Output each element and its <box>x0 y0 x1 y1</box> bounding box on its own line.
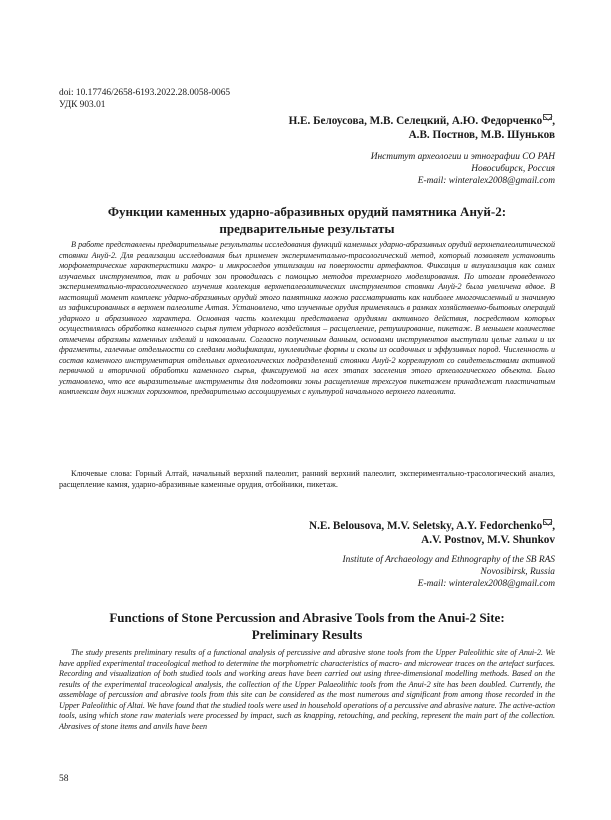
ru-institute: Институт археологии и этнографии СО РАН <box>370 152 555 162</box>
ru-title: Функции каменных ударно-абразивных орудий памятника Ануй-2: предварительные результаты <box>107 204 507 236</box>
en-abstract: The study presents preliminary results of a functional analysis of percussive and abrasive stone tools from the Upper Paleolithic site of Anui-2. We have applied experimental traceological method to determine the morphometric characteristics of macro- and microwear traces on the artefact surfaces. Recording and visualization of both studied tools and working areas have been carried out using three-dimensional modelling methods. Based on the results of the experimental traceological analysis, the collection of the Upper Palaeolithic tools from the Anui-2 site has been doubled. Currently, the assemblage of percussion and abrasive tools from this site can be considered as the most numerous and significant from among those recorded in the Upper Paleolithic of Altai. We have found that the studied tools were used in household operations of a percussive and abrasive nature. The active-action tools, using which stone raw materials were processed by impact, such as knapping, retouching, and pecking, represent the main part of the collection. Abrasives of stone items and anvils have been <box>59 648 555 731</box>
en-authors-line2: A.V. Postnov, M.V. Shunkov <box>421 533 555 546</box>
ru-authors <box>289 115 555 143</box>
en-affiliation <box>343 554 555 590</box>
ru-authors-line1: Н.Е. Белоусова, М.В. Селецкий, А.Ю. Федорченко , <box>288 115 555 127</box>
ru-affiliation <box>371 151 555 187</box>
ru-keywords: Ключевые слова: Горный Алтай, начальный верхний палеолит, ранний верхний палеолит, экспериментально-трасологический анализ, расщепление камня, ударно-абразивные каменные орудия, отбойники, пикетаж. <box>59 469 555 489</box>
ru-city: Новосибирск, Россия <box>471 164 555 175</box>
en-title: Functions of Stone Percussion and Abrasive Tools from the Anui-2 Site: Preliminary Results <box>109 610 505 642</box>
envelope-icon <box>543 114 552 120</box>
udc: УДК 903.01 <box>59 99 106 110</box>
en-authors-line1: N.E. Belousova, M.V. Seletsky, A.Y. Fedorchenko , <box>309 520 555 532</box>
doi: doi: 10.17746/2658-6193.2022.28.0058-0065 <box>59 88 231 98</box>
page-number: 58 <box>59 774 69 784</box>
en-city: Novosibirsk, Russia <box>480 567 555 578</box>
ru-authors-line2: А.В. Постнов, М.В. Шуньков <box>408 128 555 141</box>
ru-email: E-mail: winteralex2008@gmail.com <box>417 176 555 187</box>
envelope-icon <box>543 519 552 525</box>
en-institute: Institute of Archaeology and Ethnography of the SB RAS <box>342 555 555 565</box>
en-authors <box>309 520 555 548</box>
en-email: E-mail: winteralex2008@gmail.com <box>417 579 555 590</box>
ru-abstract: В работе представлены предварительные результаты исследования функций каменных ударно-абразивных орудий верхнепалеолитической стоянки Ануй-2. Для реализации исследования был применен экспериментально-трасологический метод, который позволяет установить морфометрические характеристики макро- и микроследов утилизации на поверхности артефактов. Фиксация и визуализация как самих изучаемых инструментов, так и рабочих зон проводилась с помощью методов трехмерного моделирования. По итогам проведенного экспериментально-трасологического изучения коллекция верхнепалеолитических инструментов стоянки Ануй-2 была увеличена вдвое. В настоящий момент комплекс ударно-абразивных орудий этого памятника можно рассматривать как наиболее многочисленный и значимую из зафиксированных в верхнем палеолите Алтая. Установлено, что изученные орудия применялись в рамках хозяйственно-бытовых операций ударного и абразивного характера. Основная часть коллекции представлена орудиями активного действия, посредством которых осуществлялась обработка каменного сырья путем ударного воздействия – расщепление, ретуширование, пикетаж. В меньшем количестве отмечены абразивы каменных изделий и наковальни. Согласно полученным данным, основами инструментов выступали целые гальки и их фрагменты, галечные отдельности со следами модификации, нуклевидные формы и сколы из осадочных и эффузивных пород. Численность и состав каменного инструментария отдельных археологических подразделений стоянки Ануй-2 коррелируют со свидетельствами активной первичной и вторичной обработки каменного сырья, фиксируемой на всех этапах заселения этого археологического объекта. Было установлено, что все выразительные инструменты для подготовки зоны расщепления трехсгуов пикетажем принадлежат пластичатым комплексам двух нижних горизонтов, предварительно ассоциируемых с культурой начального верхнего палеолита. <box>59 240 555 396</box>
